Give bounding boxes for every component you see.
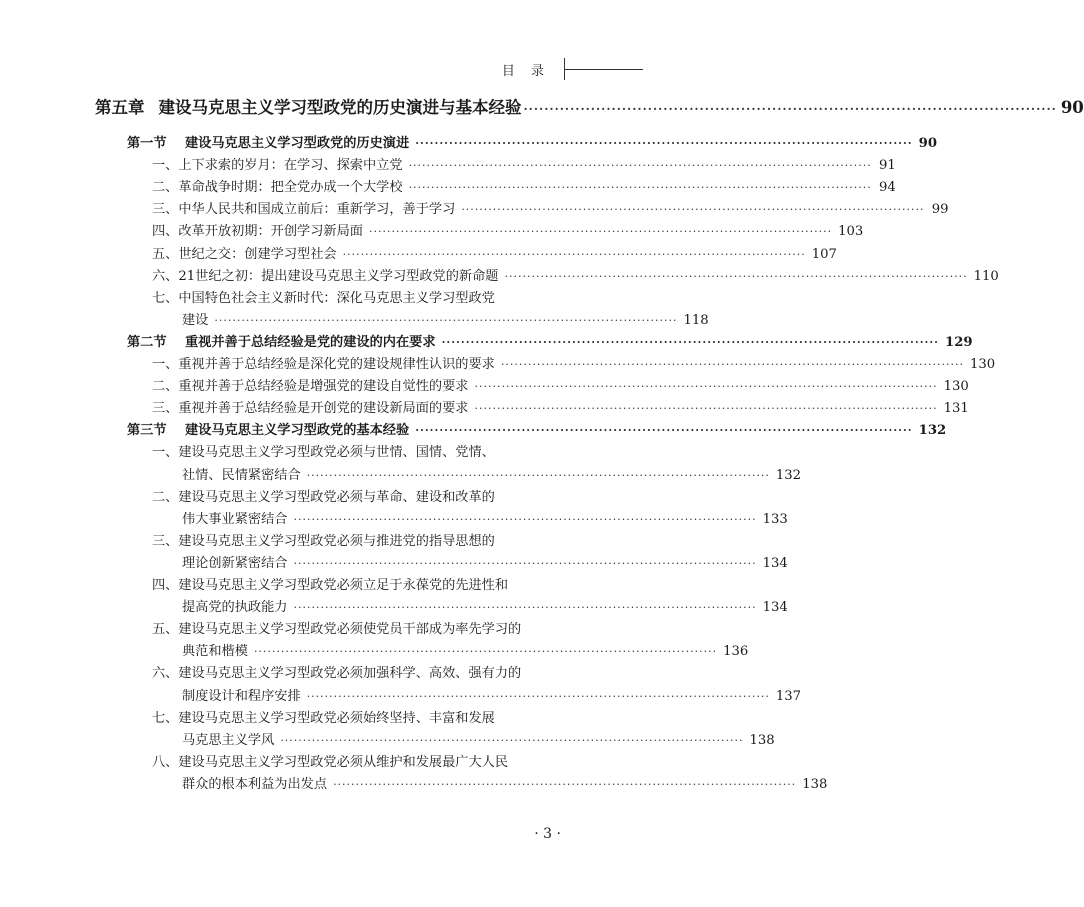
- dot-leader: ·······································································································: [461, 203, 925, 217]
- dot-leader: ·······································································································: [306, 468, 770, 482]
- chapter-page-number: 90: [1060, 98, 1084, 117]
- dot-leader: ·······································································································: [500, 358, 965, 371]
- section-page-number: 132: [918, 423, 947, 439]
- item-title-continuation: 社情、民情紧密结合: [182, 467, 301, 483]
- item-page-number: 136: [723, 644, 749, 660]
- item-title: 六、21世纪之初：提出建设马克思主义学习型政党的新命题: [152, 268, 499, 284]
- dot-leader: ·······································································································: [474, 402, 938, 416]
- section-page-number: 129: [945, 334, 973, 350]
- dot-leader: ·······································································································: [342, 247, 806, 261]
- dot-leader: ·······································································································: [369, 225, 833, 239]
- dot-leader: ·······································································································: [474, 380, 938, 394]
- toc-item-entry[interactable]: [152, 245, 837, 265]
- item-page-number: 134: [762, 555, 788, 571]
- dot-leader: ·······································································································: [408, 159, 872, 173]
- dot-leader: ·······································································································: [293, 601, 757, 615]
- toc-item-entry-first-line[interactable]: 四、建设马克思主义学习型政党必须立足于永葆党的先进性和: [152, 578, 509, 593]
- item-title-continuation: 典范和楷模: [182, 644, 248, 660]
- item-page-number: 131: [943, 401, 969, 417]
- dot-leader: ·······································································································: [280, 733, 744, 747]
- item-title: 三、重视并善于总结经验是开创党的建设新局面的要求: [152, 401, 469, 417]
- toc-section-entry[interactable]: [127, 421, 947, 441]
- dot-leader: ·······································································································: [441, 335, 940, 349]
- dot-leader: ·······································································································: [214, 313, 678, 327]
- header-title: 目 录: [501, 64, 550, 79]
- dot-leader: ·······································································································: [253, 645, 718, 659]
- toc-item-entry-first-line[interactable]: 五、建设马克思主义学习型政党必须使党员干部成为率先学习的: [152, 622, 522, 638]
- toc-item-entry-continuation[interactable]: [182, 554, 788, 574]
- toc-item-entry-first-line[interactable]: 二、建设马克思主义学习型政党必须与革命、建设和改革的: [152, 489, 495, 505]
- item-title-continuation: 制度设计和程序安排: [182, 688, 301, 704]
- section-label: 第二节: [127, 334, 167, 350]
- running-header: [0, 58, 643, 82]
- dot-leader: ·······································································································: [293, 512, 757, 526]
- item-title: 三、中华人民共和国成立前后：重新学习，善于学习: [152, 202, 456, 218]
- toc-item-entry-continuation[interactable]: [182, 731, 775, 751]
- dot-leader: ·······································································································: [293, 556, 757, 570]
- toc-item-entry-first-line[interactable]: 七、中国特色社会主义新时代：深化马克思主义学习型政党: [152, 290, 495, 306]
- toc-item-entry[interactable]: [152, 200, 949, 220]
- item-page-number: 107: [811, 246, 837, 262]
- section-title: [127, 134, 409, 154]
- toc-item-entry[interactable]: [152, 156, 896, 176]
- toc-item-entry[interactable]: [152, 377, 969, 397]
- item-page-number: 99: [931, 202, 949, 218]
- toc-item-entry-continuation[interactable]: [182, 642, 749, 662]
- section-title: [127, 333, 436, 353]
- dot-leader: ·······································································································: [415, 137, 913, 150]
- item-title: 一、重视并善于总结经验是深化党的建设规律性认识的要求: [152, 357, 495, 372]
- item-page-number: 103: [838, 224, 864, 240]
- toc-item-entry-first-line[interactable]: 三、建设马克思主义学习型政党必须与推进党的指导思想的: [152, 533, 495, 549]
- item-page-number: 134: [762, 600, 788, 616]
- chapter-label: 第五章: [95, 98, 145, 117]
- item-page-number: 138: [749, 732, 775, 748]
- item-title: 一、上下求索的岁月：在学习、探索中立党: [152, 158, 403, 174]
- header-horizontal-rule: [564, 69, 643, 70]
- item-title-continuation: 提高党的执政能力: [182, 600, 288, 616]
- item-page-number: 132: [775, 467, 802, 483]
- item-page-number: 130: [970, 357, 996, 372]
- item-title: 二、革命战争时期：把全党办成一个大学校: [152, 180, 403, 196]
- dot-leader: ·······································································································: [523, 102, 1057, 116]
- dot-leader: ·······································································································: [333, 777, 797, 791]
- item-title: 五、世纪之交：创建学习型社会: [152, 246, 337, 262]
- item-title-continuation: 群众的根本利益为出发点: [182, 776, 328, 792]
- dot-leader: ·······································································································: [415, 424, 913, 438]
- dot-leader: ·······································································································: [306, 689, 770, 703]
- section-title-text: 建设马克思主义学习型政党的基本经验: [185, 423, 410, 439]
- toc-item-entry-continuation[interactable]: [182, 687, 802, 707]
- item-page-number: 94: [878, 180, 896, 196]
- item-title-continuation: 理论创新紧密结合: [182, 555, 288, 571]
- toc-item-entry-continuation[interactable]: [182, 311, 709, 331]
- toc-item-entry[interactable]: [152, 267, 999, 287]
- toc-item-entry[interactable]: [152, 355, 996, 375]
- item-title-continuation: 伟大事业紧密结合: [182, 511, 288, 527]
- item-title: 二、重视并善于总结经验是增强党的建设自觉性的要求: [152, 379, 469, 395]
- toc-item-entry-continuation[interactable]: [182, 510, 788, 530]
- dot-leader: ·······································································································: [408, 181, 872, 195]
- toc-item-entry[interactable]: [152, 178, 896, 198]
- item-title-continuation: 建设: [182, 312, 209, 328]
- item-title: 四、改革开放初期：开创学习新局面: [152, 224, 363, 240]
- section-title-text: 重视并善于总结经验是党的建设的内在要求: [185, 334, 436, 350]
- toc-item-entry-continuation[interactable]: [182, 598, 788, 618]
- section-label: 第一节: [127, 136, 167, 151]
- section-page-number: 90: [918, 136, 937, 151]
- toc-item-entry-continuation[interactable]: [182, 466, 802, 486]
- section-label: 第三节: [127, 423, 167, 439]
- section-title: [127, 421, 409, 441]
- toc-item-entry-first-line[interactable]: 一、建设马克思主义学习型政党必须与世情、国情、党情、: [152, 445, 495, 461]
- item-page-number: 133: [762, 511, 788, 527]
- section-title-text: 建设马克思主义学习型政党的历史演进: [185, 136, 410, 151]
- toc-item-entry-first-line[interactable]: 八、建设马克思主义学习型政党必须从维护和发展最广大人民: [152, 754, 509, 770]
- item-page-number: 91: [878, 158, 896, 174]
- toc-section-entry[interactable]: [127, 333, 973, 353]
- item-page-number: 137: [775, 688, 802, 704]
- toc-chapter-entry[interactable]: [95, 96, 1084, 120]
- item-page-number: 118: [683, 312, 709, 328]
- toc-item-entry-continuation[interactable]: [182, 775, 828, 795]
- chapter-title-text: 建设马克思主义学习型政党的历史演进与基本经验: [158, 98, 522, 117]
- toc-item-entry[interactable]: [152, 399, 969, 419]
- chapter-title: [95, 96, 522, 120]
- item-page-number: 110: [973, 268, 999, 284]
- item-page-number: 130: [943, 379, 969, 395]
- toc-item-entry-first-line[interactable]: 六、建设马克思主义学习型政党必须加强科学、高效、强有力的: [152, 666, 522, 682]
- dot-leader: ·······································································································: [504, 269, 968, 283]
- page-number: · 3 ·: [534, 826, 561, 842]
- toc-item-entry[interactable]: [152, 222, 864, 242]
- toc-item-entry-first-line[interactable]: 七、建设马克思主义学习型政党必须始终坚持、丰富和发展: [152, 710, 495, 726]
- item-page-number: 138: [802, 776, 828, 792]
- toc-section-entry[interactable]: [127, 134, 937, 154]
- item-title-continuation: 马克思主义学风: [182, 732, 275, 748]
